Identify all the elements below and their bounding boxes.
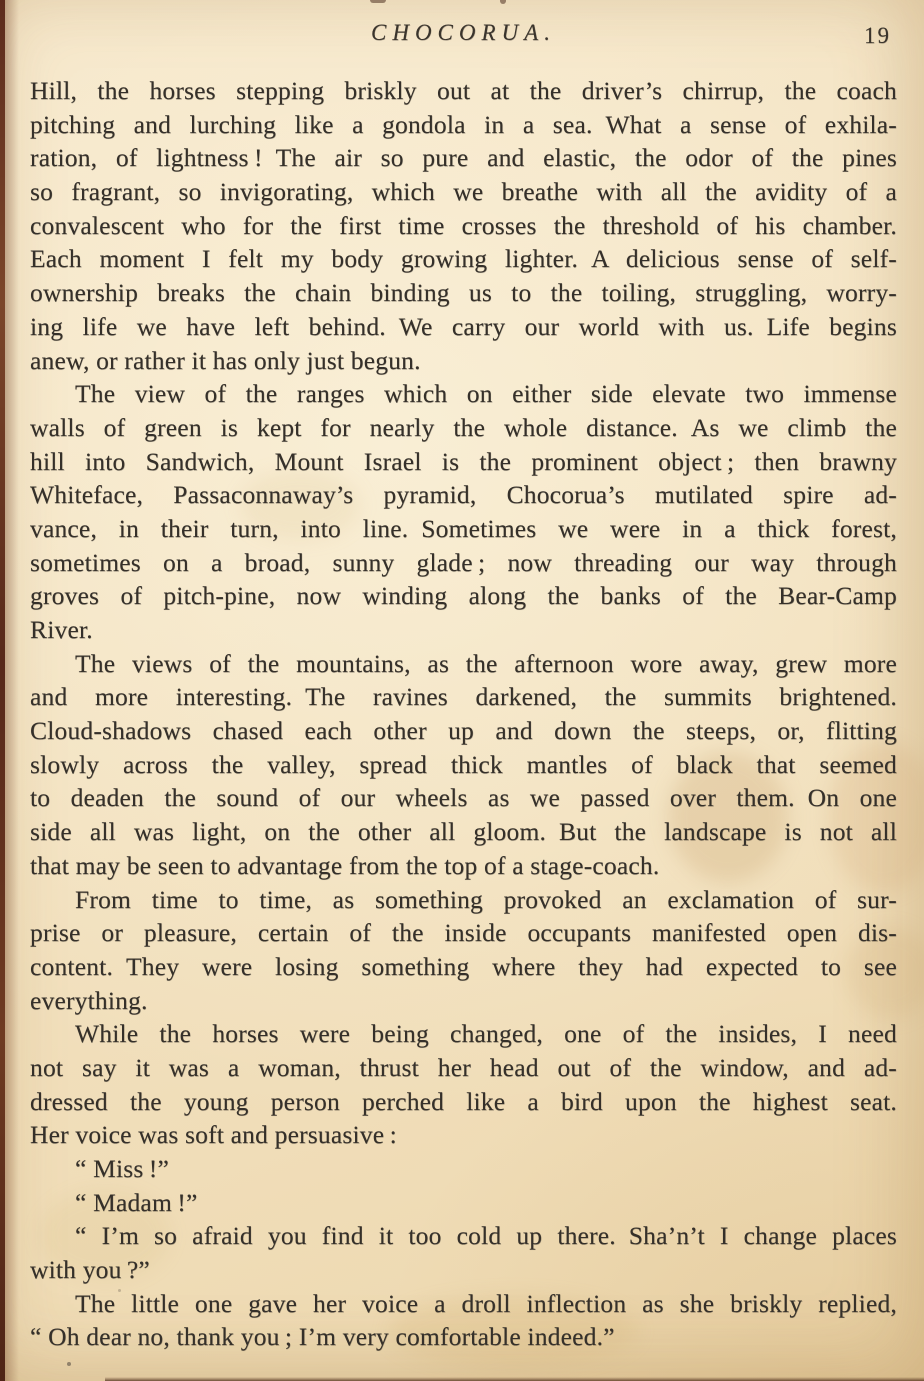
text-line: to deaden the sound of our wheels as we passed over them. On one <box>30 783 897 813</box>
text-line: The little one gave her voice a droll inflection as she briskly replied, <box>75 1288 897 1318</box>
text-line: ownership breaks the chain binding us to the toiling, struggling, worry- <box>30 278 897 308</box>
text-line: content. They were losing something where they had expected to see <box>30 951 897 981</box>
text-line: Cloud-shadows chased each other up and down the steeps, or, flitting <box>30 716 897 746</box>
text-line: vance, in their turn, into line. Sometimes we were in a thick forest, <box>30 513 897 543</box>
scan-edge-speck <box>500 0 506 4</box>
text-line: not say it was a woman, thrust her head out of the window, and ad- <box>30 1052 897 1082</box>
text-line: anew, or rather it has only just begun. <box>30 345 421 375</box>
text-line: convalescent who for the first time crosses the threshold of his chamber. <box>30 210 897 240</box>
text-line: While the horses were being changed, one of the insides, I need <box>75 1019 897 1049</box>
text-line: Her voice was soft and persuasive : <box>30 1120 397 1150</box>
text-line: Each moment I felt my body growing lighter. A delicious sense of self- <box>30 244 897 274</box>
text-line: slowly across the valley, spread thick mantles of black that seemed <box>30 749 897 779</box>
running-title: CHOCORUA. <box>371 20 556 45</box>
page-left-edge-fade <box>5 0 19 1381</box>
text-block <box>30 74 897 1354</box>
text-line: Hill, the horses stepping briskly out at the driver’s chirrup, the coach <box>30 76 897 105</box>
text-line: prise or pleasure, certain of the inside occupants manifested open dis- <box>30 918 897 948</box>
text-line: that may be seen to advantage from the top of a stage-coach. <box>30 850 660 880</box>
text-line: with you ?” <box>30 1255 150 1285</box>
text-line: sometimes on a broad, sunny glade ; now threading our way through <box>30 547 897 577</box>
text-line: “ Miss !” <box>75 1154 170 1183</box>
text-line: From time to time, as something provoked an exclamation of sur- <box>75 884 897 914</box>
text-line: everything. <box>30 985 148 1015</box>
text-line: hill into Sandwich, Mount Israel is the prominent object ; then brawny <box>30 446 897 476</box>
text-line: ration, of lightness ! The air so pure and elastic, the odor of the pines <box>30 143 897 173</box>
text-line: and more interesting. The ravines darkened, the summits brightened. <box>30 682 897 712</box>
text-line: The views of the mountains, as the afternoon wore away, grew more <box>75 648 897 678</box>
text-line: dressed the young person perched like a bird upon the highest seat. <box>30 1086 897 1116</box>
page-header <box>30 20 897 54</box>
text-line: walls of green is kept for nearly the whole distance. As we climb the <box>30 412 897 442</box>
text-line: The view of the ranges which on either side elevate two immense <box>75 379 897 409</box>
scan-edge-speck <box>370 0 386 3</box>
text-line: River. <box>30 615 93 644</box>
text-line: “ Oh dear no, thank you ; I’m very comfortable indeed.” <box>30 1322 615 1352</box>
text-line: Whiteface, Passaconnaway’s pyramid, Chocorua’s mutilated spire ad- <box>30 480 897 510</box>
text-line: side all was light, on the other all gloom. But the landscape is not all <box>30 817 897 847</box>
page-bottom-edge-shadow <box>105 1377 924 1381</box>
text-line: groves of pitch-pine, now winding along the banks of the Bear-Camp <box>30 581 897 611</box>
text-line: ing life we have left behind. We carry our world with us. Life begins <box>30 311 897 341</box>
text-line: “ Madam !” <box>75 1187 198 1217</box>
ink-speck <box>67 1362 71 1366</box>
text-line: “ I’m so afraid you find it too cold up there. Sha’n’t I change places <box>75 1221 897 1251</box>
text-line: pitching and lurching like a gondola in a sea. What a sense of exhila- <box>30 109 897 139</box>
page-number: 19 <box>864 23 891 48</box>
text-line: so fragrant, so invigorating, which we breathe with all the avidity of a <box>30 177 897 207</box>
